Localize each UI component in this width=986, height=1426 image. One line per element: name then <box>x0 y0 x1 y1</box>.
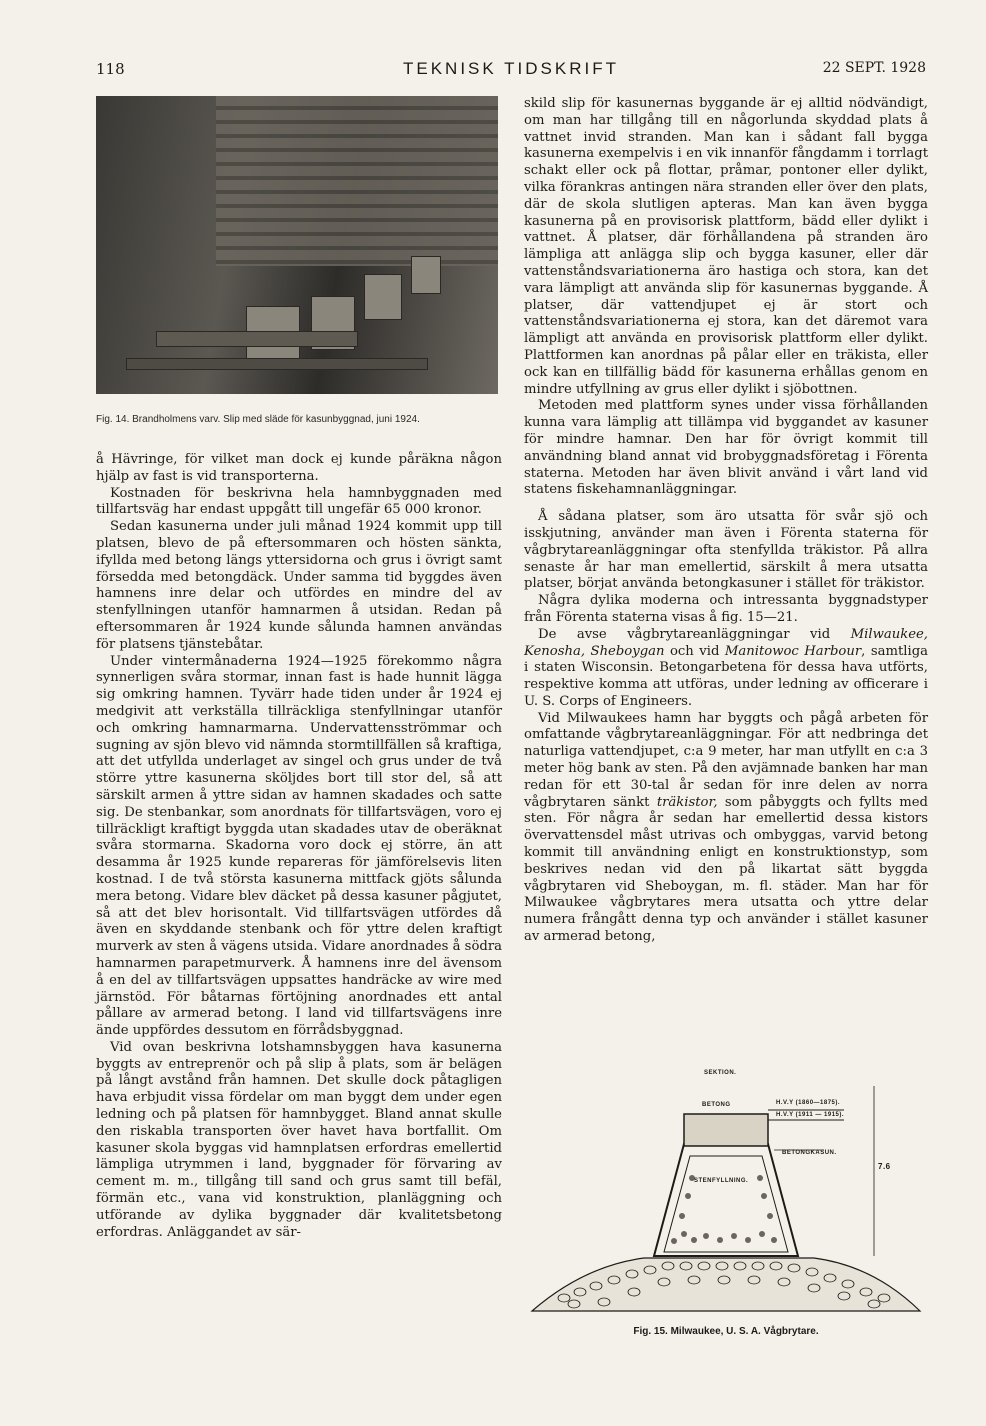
paragraph: Under vintermånaderna 1924—1925 förekommo några synnerligen svåra stormar, innan fast is hade hunnit lägga sig omkring hamnen. Tyvärr hade tiden under år 1924 ej medgivit att verkställa tillräckliga stenfyllningar utanför och omkring hamnarmarna. Undervattensströmmar och sugning av sjön blevo vid nämnda stormtillfällen så kraftiga, att det utfyllda underlaget av singel och grus under de två större yttre kasunerna sköljdes bort till stor del, så att särskilt armen å yttre sidan av hamnen skadades och satte sig. De stenbankar, som anordnats för tillfartsvägen, voro ej tillräckligt kraftigt byggda utan skadades utav de oberäknat svåra stormarna. Skadorna voro dock ej större, än att desamma år 1925 kunde repareras för jämförelsevis liten kostnad. I de två största kasunerna mittfack gjöts sålunda mera betong. Vidare blev däcket på dessa kasuner pågjutet, så att det blev horisontalt. Vid tillfartsvägen utfördes då även en skyddande stenbank och för yttre delen kraftigt murverk av sten å vägens utsida. Vidare anordnades å södra hamnarmen parapetmurverk. Å hamnens inre del ävensom å en del av tillfartsvägen uppsattes handräcke av wire med järnstöd. För båtarnas förtöjning anordnades ett antal pållare av armerad betong. I land vid tillfartsvägens inre ände uppfördes dessutom en förrådsbyggnad. <box>96 653 502 1039</box>
right-column <box>524 96 928 946</box>
paragraph: Sedan kasunerna under juli månad 1924 kommit upp till platsen, blevo de på eftersommaren och hösten sänkta, ifyllda med betong längs yttersidorna och grus i övrigt samt försedda med betongdäck. Under samma tid byggdes även hamnens inre delar och utfördes en mindre del av stenfyllningen utanför hamnarmen å utsidan. Redan på eftersommaren år 1924 kunde sålunda hamnen användas för platsens tjänstebåtar. <box>96 519 502 652</box>
photo-beam <box>126 358 428 370</box>
issue-date: 22 SEPT. 1928 <box>822 60 926 76</box>
place-name: Manitowoc Harbour <box>724 643 862 659</box>
page-header <box>96 56 926 84</box>
label-hvy1: H.V.Y (1860—1875). <box>776 1100 841 1106</box>
paragraph: Vid ovan beskrivna lotshamnsbyggen hava kasunerna byggts av entreprenör och på slip å plats, som är belägen på långt avstånd från hamnen. Det skulle dock påtagligen hava erbjudit vissa fördelar om man byggt dem under egen ledning och på platsen för hamnbygget. Bland annat skulle den riskabla transporten över havet hava bortfallit. Om kasuner skola byggas vid hamnplatsen erfordras emellertid lämpliga utrymmen i land, byggnader för förvaring av cement m. m., tillgång till sand och grus samt till befäl, förmän etc., vana vid konstruktion, planläggning och utförande av dylika byggnader där kvalitetsbetong erfordras. Anläggandet av sär- <box>96 1039 502 1240</box>
paragraph: Metoden med plattform synes under vissa förhållanden kunna vara lämplig att tillämpa vid byggandet av kasuner för mindre hamnar. Den har för övrigt kommit till användning bland annat vid brobyggnadsföretag i Förenta staterna. Metoden har även blivit använd i vårt land vid statens fiskehamnanläggningar. <box>524 398 928 498</box>
concrete-cap <box>684 1114 768 1146</box>
photo-block <box>364 274 402 320</box>
left-column <box>96 452 502 1241</box>
paragraph <box>524 711 928 946</box>
paragraph: Kostnaden för beskrivna hela hamnbyggnaden med tillfartsväg har endast uppgått till ungefär 65 000 kronor. <box>96 485 502 518</box>
text-run: Vid Milwaukees hamn har byggts och pågå arbeten för omfattande vågbrytareanläggningar. För att nedbringa det naturliga vattendjupet, c:a 9 meter, har man utfyllt en c:a 3 meter hög bank av sten. På den avjämnade banken har man redan för ett 30-tal år sedan för inre delen av norra vågbrytaren sänkt <box>524 710 928 810</box>
label-height: 7.6 <box>878 1162 891 1171</box>
paragraph: Några dylika moderna och intressanta byggnadstyper från Förenta staterna visas å fig. 15—21. <box>524 593 928 625</box>
text-run: , samtliga i staten Wisconsin. Betongarbetena för dessa hava utförts, respektive komma att utföras, under ledning av officerare i U. S. Corps of Engineers. <box>524 643 929 709</box>
figure-15-caption: Fig. 15. Milwaukee, U. S. A. Vågbrytare. <box>633 1326 819 1337</box>
emphasis: träkistor, <box>656 794 718 810</box>
photo-beam <box>156 331 358 347</box>
figure-14-photo <box>96 96 498 394</box>
figure-14-caption: Fig. 14. Brandholmens varv. Slip med släde för kasunbyggnad, juni 1924. <box>96 414 420 425</box>
photo-block <box>411 256 441 294</box>
journal-title: TEKNISK TIDSKRIFT <box>403 59 619 78</box>
paragraph: skild slip för kasunernas byggande är ej alltid nödvändigt, om man har tillgång till en någorlunda skyddad plats å vattnet invid stranden. Man kan i sådant fall bygga kasunerna exempelvis i en vik innanför fångdamm i torrlagt schakt eller ock på flottar, pråmar, pontoner eller dylikt, vilka förankras antingen nära stranden eller över den plats, där de skola slutligen apteras. Man kan även bygga kasunerna på en provisorisk plattform, bädd eller dylikt i vattnet. Å platser, där förhållandena på stranden äro lämpliga att anlägga slip och bygga kasuner, eller där vattenståndsvariationerna äro hastiga och stora, kan det vara lämpligt att använda slip för kasunernas byggande. Å platser, där vattendjupet ej är stort och vattenståndsvariationerna ej stora, kan det däremot vara lämpligt att använda en provisorisk plattform eller dylikt. Plattformen kan anordnas på pålar eller en träkista, eller ock kan en tillfällig bädd för kasunerna erhållas genom en mindre utfyllning av grus eller dylikt i sjöbottnen. <box>524 96 928 397</box>
place-names: Milwaukee, Kenosha, Sheboygan <box>524 626 928 659</box>
label-betongkasun: BETONGKASUN. <box>782 1150 837 1156</box>
paragraph: Å sådana platser, som äro utsatta för svår sjö och isskjutning, använder man även i Förenta staterna för vågbrytareanläggningar ofta stenfyllda träkistor. På allra senaste år har man emellertid, särskilt å mera utsatta platser, börjat använda betongkasuner i stället för träkistor. <box>524 509 928 592</box>
photo-wall <box>216 96 498 266</box>
figure-15-drawing <box>524 1066 928 1336</box>
paragraph <box>524 627 928 711</box>
label-section: SEKTION. <box>704 1070 737 1076</box>
paragraph: å Hävringe, för vilket man dock ej kunde påräkna någon hjälp av fast is vid transporterna. <box>96 452 502 484</box>
text-run: De avse vågbrytareanläggningar vid <box>538 626 851 642</box>
label-stenfyllning: STENFYLLNING. <box>694 1178 749 1184</box>
page-number: 118 <box>96 60 125 78</box>
label-betong: BETONG <box>702 1102 731 1108</box>
label-hvy2: H.V.Y (1911 — 1915). <box>776 1112 845 1118</box>
text-run: som påbyggts och fyllts med sten. För några år sedan har emellertid dessa kistors övervattensdel måst utrivas och ombyggas, varvid betong kommit till användning enligt en konstruktionstyp, som beskrives nedan vid den på likartat sätt byggda vågbrytaren vid Sheboygan, m. fl. städer. Man har för Milwaukee vågbrytares mera utsatta och yttre delar numera frångått denna typ och använder i stället kasuner av armerad betong, <box>524 794 928 945</box>
text-run: och vid <box>664 643 725 659</box>
